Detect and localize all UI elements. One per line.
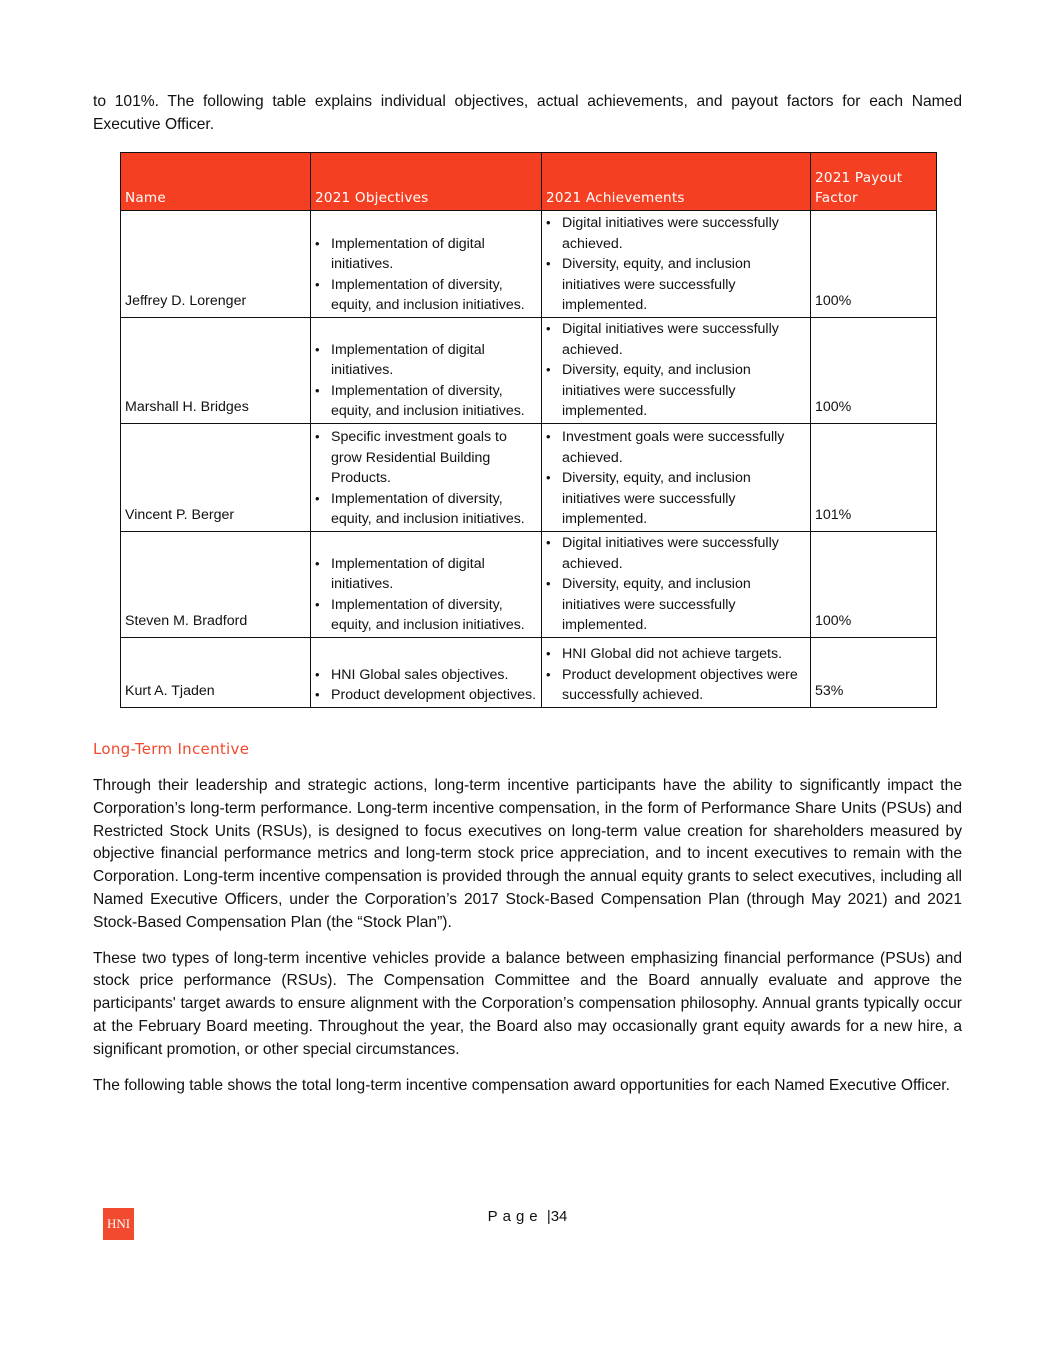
section-body <box>93 775 962 1110</box>
objective-item: • Implementation of digital initiatives. <box>313 554 537 595</box>
objective-item: • Implementation of digital initiatives. <box>313 340 537 381</box>
achievement-item: • HNI Global did not achieve targets. <box>544 644 806 665</box>
header-name: Name <box>121 153 311 211</box>
achievements-cell <box>542 211 811 318</box>
achievement-item: • Investment goals were successfully achieved. <box>544 427 806 468</box>
hni-logo: HNI <box>103 1208 134 1240</box>
section-heading: Long-Term Incentive <box>93 740 250 758</box>
payout-factor: 100% <box>811 318 937 424</box>
objective-item: • HNI Global sales objectives. <box>313 665 537 686</box>
achievements-cell <box>542 318 811 424</box>
objectives-cell <box>311 211 542 318</box>
intro-block <box>93 90 962 137</box>
payout-factor: 101% <box>811 423 937 531</box>
page-word: Page <box>487 1208 543 1225</box>
table-row <box>121 637 937 707</box>
achievement-item: • Diversity, equity, and inclusion initiatives were successfully implemented. <box>544 468 806 530</box>
achievement-item: • Digital initiatives were successfully achieved. <box>544 213 806 254</box>
achievement-item: • Diversity, equity, and inclusion initiatives were successfully implemented. <box>544 574 806 636</box>
page-number <box>0 1208 1055 1225</box>
body-paragraph: Through their leadership and strategic actions, long-term incentive participants have the ability to significantly impact the Corporation’s long-term performance. Long-term incentive compensation, in the form of Performance Share Units (PSUs) and Restricted Stock Units (RSUs), is designed to focus executives on long-term value creation for shareholders measured by objective financial performance metrics and long-term stock price appreciation, and to incent executives to remain with the Corporation. Long-term incentive compensation is provided through the annual equity grants to select executives, including all Named Executive Officers, under the Corporation’s 2017 Stock-Based Compensation Plan (through May 2021) and 2021 Stock-Based Compensation Plan (the “Stock Plan”). <box>93 777 962 931</box>
objectives-cell <box>311 423 542 531</box>
objective-item: • Implementation of diversity, equity, and inclusion initiatives. <box>313 489 537 530</box>
objectives-table <box>120 152 937 708</box>
header-payout-line2: Factor <box>815 190 858 206</box>
executive-name: Kurt A. Tjaden <box>121 637 311 707</box>
body-paragraph: These two types of long-term incentive vehicles provide a balance between emphasizing financial performance (PSUs) and stock price performance (RSUs). The Compensation Committee and the Board annually evaluate and approve the participants' target awards to ensure alignment with the Corporation’s compensation philosophy. Annual grants typically occur at the February Board meeting. Throughout the year, the Board also may occasionally grant equity awards for a new hire, a significant promotion, or other special circumstances. <box>93 949 962 1058</box>
body-paragraph: The following table shows the total long-term incentive compensation award opportunities for each Named Executive Officer. <box>93 1076 950 1094</box>
executive-name: Jeffrey D. Lorenger <box>121 211 311 318</box>
table-row <box>121 211 937 318</box>
objectives-cell <box>311 637 542 707</box>
objectives-cell <box>311 318 542 424</box>
page-number-value: 34 <box>550 1208 568 1225</box>
executive-name: Vincent P. Berger <box>121 423 311 531</box>
objective-item: • Implementation of diversity, equity, and inclusion initiatives. <box>313 381 537 422</box>
objective-item: • Implementation of diversity, equity, and inclusion initiatives. <box>313 595 537 636</box>
header-payout-line1: 2021 Payout <box>815 170 903 186</box>
achievements-cell <box>542 423 811 531</box>
objective-item: • Implementation of digital initiatives. <box>313 234 537 275</box>
achievement-item: • Diversity, equity, and inclusion initiatives were successfully implemented. <box>544 360 806 422</box>
intro-paragraph: to 101%. The following table explains individual objectives, actual achievements, and payout factors for each Named Executive Officer. <box>93 93 962 133</box>
objective-item: • Specific investment goals to grow Residential Building Products. <box>313 427 537 489</box>
page-separator: | <box>546 1208 551 1225</box>
executive-name: Marshall H. Bridges <box>121 318 311 424</box>
payout-factor: 53% <box>811 637 937 707</box>
table-header-row <box>121 153 937 211</box>
achievements-cell <box>542 531 811 637</box>
table-row <box>121 318 937 424</box>
table-row <box>121 423 937 531</box>
achievement-item: • Digital initiatives were successfully achieved. <box>544 319 806 360</box>
header-achievements: 2021 Achievements <box>542 153 811 211</box>
table-row <box>121 531 937 637</box>
achievements-cell <box>542 637 811 707</box>
achievement-item: • Product development objectives were successfully achieved. <box>544 665 806 706</box>
header-payout <box>811 153 937 211</box>
header-objectives: 2021 Objectives <box>311 153 542 211</box>
achievement-item: • Digital initiatives were successfully achieved. <box>544 533 806 574</box>
objective-item: • Implementation of diversity, equity, and inclusion initiatives. <box>313 275 537 316</box>
payout-factor: 100% <box>811 211 937 318</box>
objective-item: • Product development objectives. <box>313 685 537 706</box>
payout-factor: 100% <box>811 531 937 637</box>
objectives-cell <box>311 531 542 637</box>
achievement-item: • Diversity, equity, and inclusion initiatives were successfully implemented. <box>544 254 806 316</box>
executive-name: Steven M. Bradford <box>121 531 311 637</box>
